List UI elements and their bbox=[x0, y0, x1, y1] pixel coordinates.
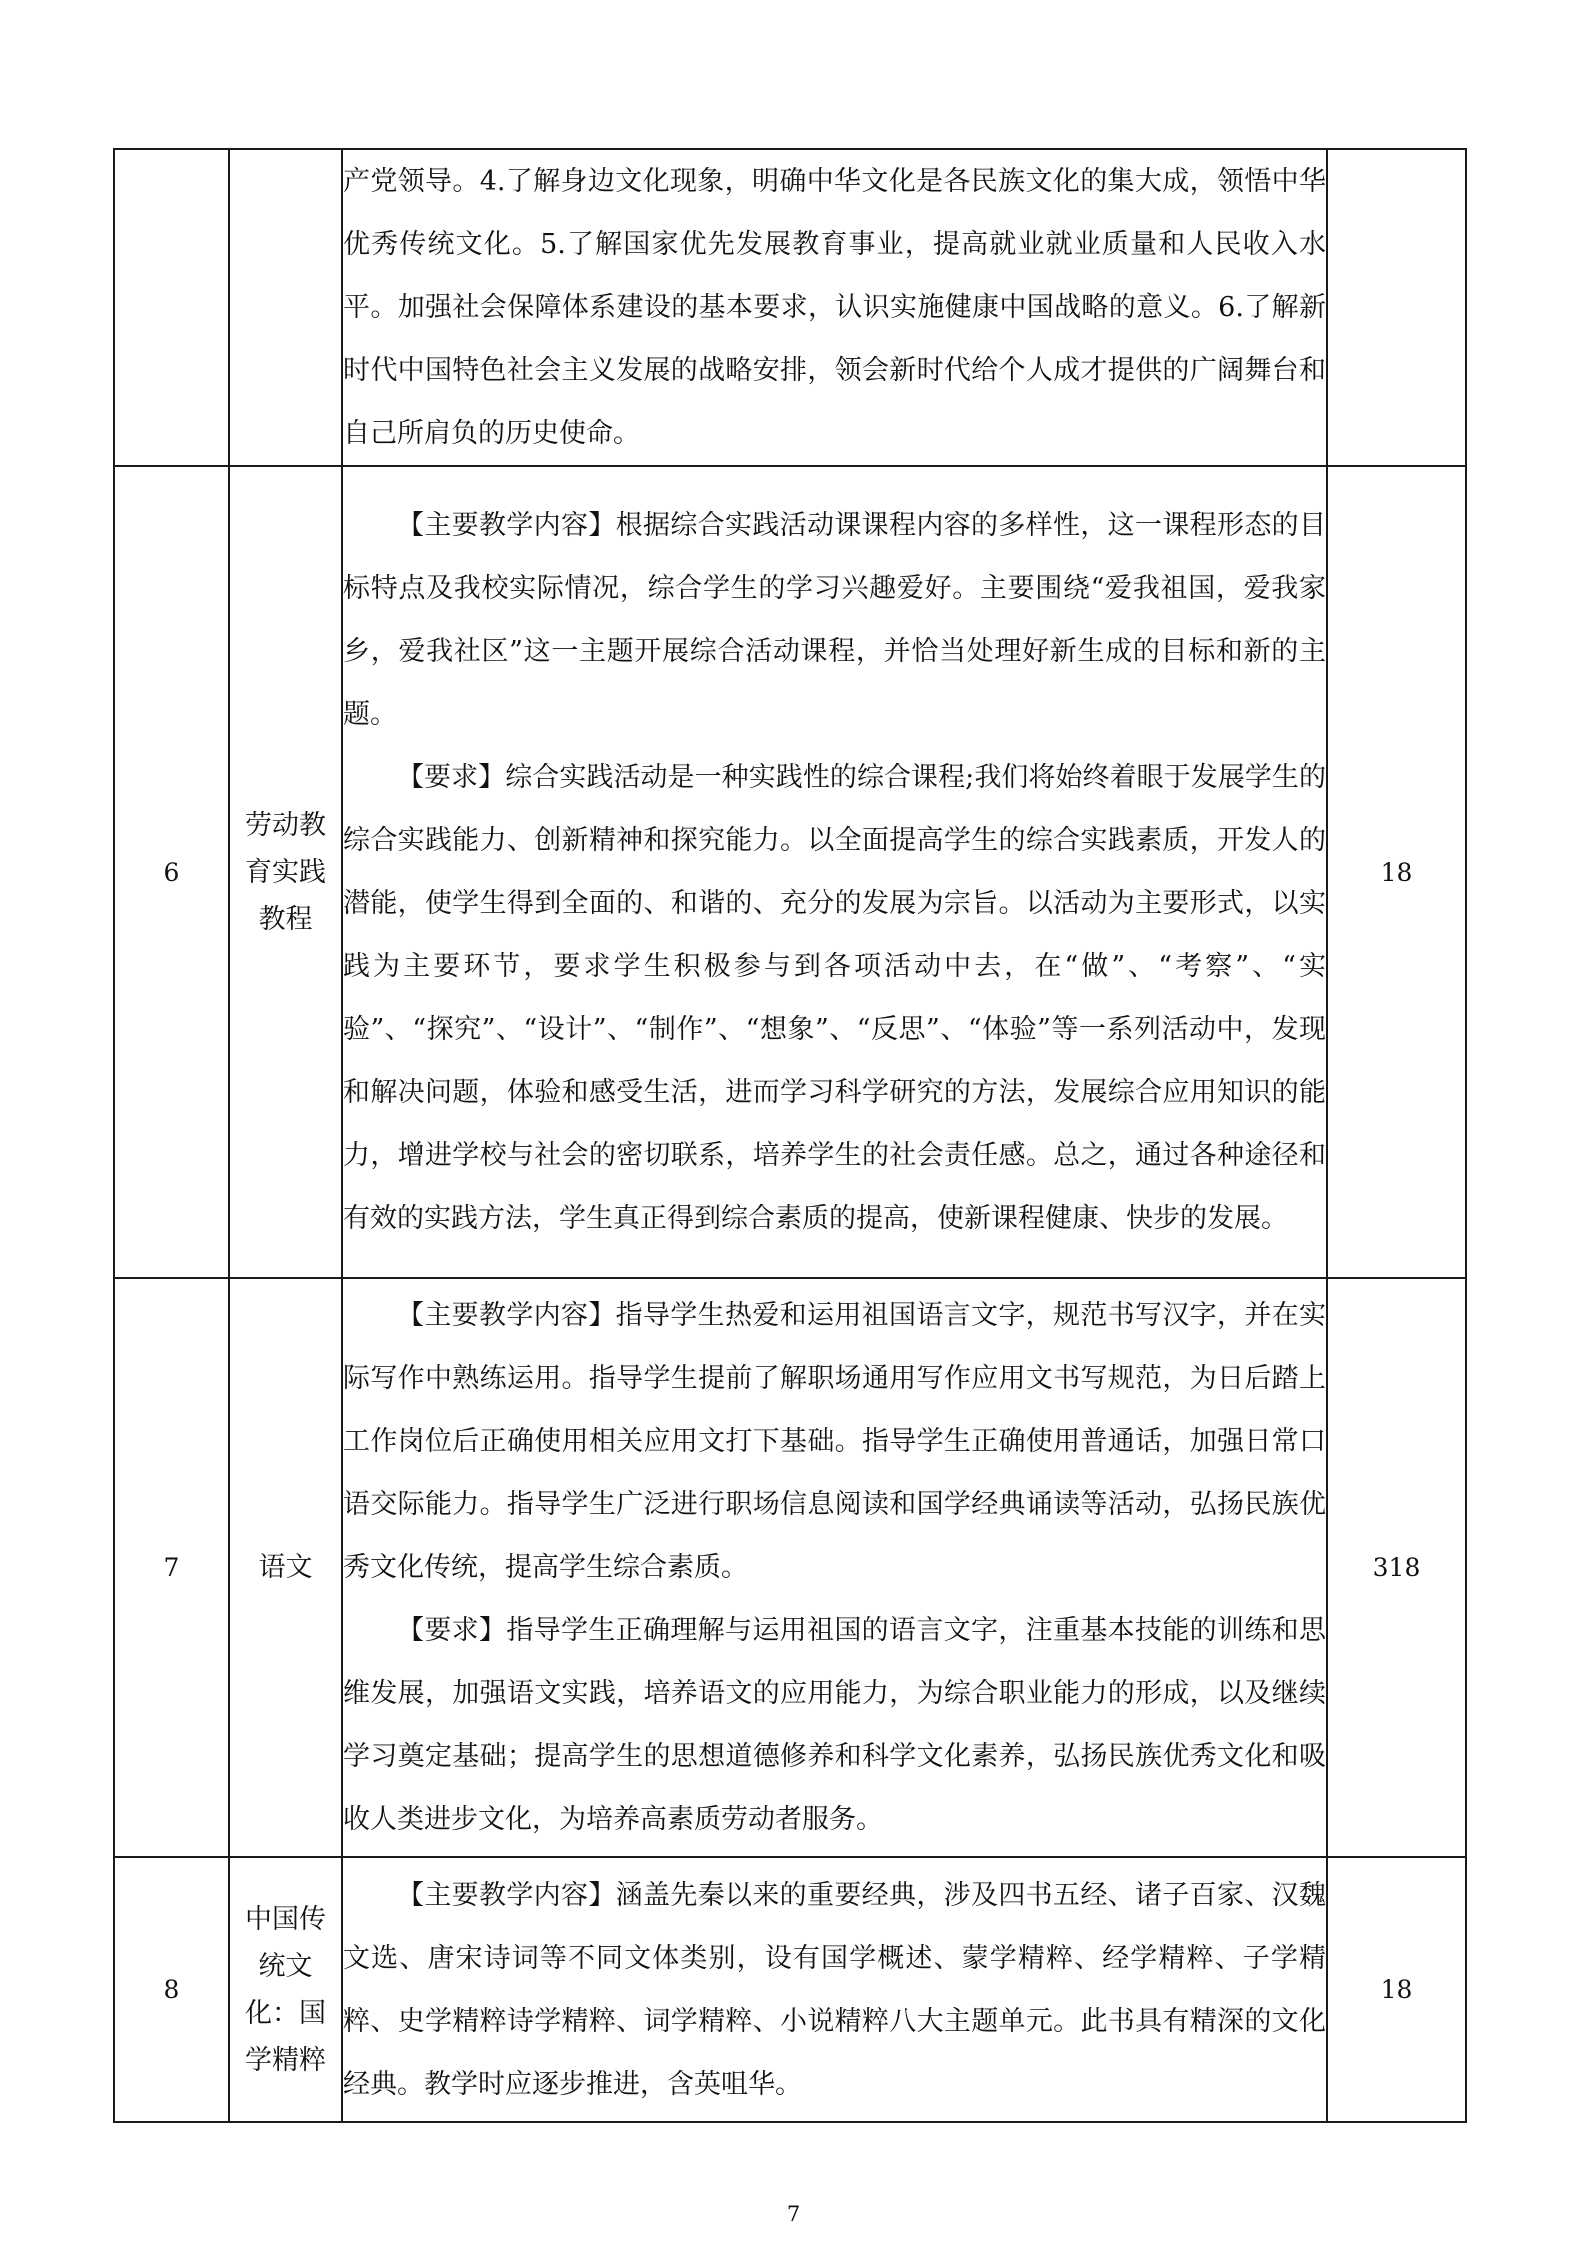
course-description-cell bbox=[342, 1278, 1327, 1857]
table-row bbox=[114, 1278, 1466, 1857]
table-row bbox=[114, 1857, 1466, 2122]
course-description-cell bbox=[342, 466, 1327, 1278]
requirements-paragraph: 【要求】综合实践活动是一种实践性的综合课程;我们将始终着眼于发展学生的综合实践能力、创新精神和探究能力。以全面提高学生的综合实践素质，开发人的潜能，使学生得到全面的、和谐的、充分的发展为宗旨。以活动为主要形式，以实践为主要环节，要求学生积极参与到各项活动中去，在“做”、“考察”、“实验”、“探究”、“设计”、“制作”、“想象”、“反思”、“体验”等一系列活动中，发现和解决问题，体验和感受生活，进而学习科学研究的方法，发展综合应用知识的能力，增进学校与社会的密切联系，培养学生的社会责任感。总之，通过各种途径和有效的实践方法，学生真正得到综合素质的提高，使新课程健康、快步的发展。 bbox=[343, 762, 1326, 1234]
description-paragraph: 产党领导。4.了解身边文化现象，明确中华文化是各民族文化的集大成，领悟中华优秀传统文化。5.了解国家优先发展教育事业，提高就业就业质量和人民收入水平。加强社会保障体系建设的基本要求，认识实施健康中国战略的意义。6.了解新时代中国特色社会主义发展的战略安排，领会新时代给个人成才提供的广阔舞台和自己所肩负的历史使命。 bbox=[343, 166, 1326, 449]
table-row bbox=[114, 149, 1466, 466]
row-number-cell: 8 bbox=[114, 1857, 229, 2122]
table-row bbox=[114, 466, 1466, 1278]
course-name-cell bbox=[229, 466, 342, 1278]
class-hours-cell: 318 bbox=[1327, 1278, 1466, 1857]
course-name-cell bbox=[229, 149, 342, 466]
main-content-paragraph: 【主要教学内容】涵盖先秦以来的重要经典，涉及四书五经、诸子百家、汉魏文选、唐宋诗词等不同文体类别，设有国学概述、蒙学精粹、经学精粹、子学精粹、史学精粹诗学精粹、词学精粹、小说精粹八大主题单元。此书具有精深的文化经典。教学时应逐步推进，含英咀华。 bbox=[343, 1879, 1326, 2100]
requirements-paragraph: 【要求】指导学生正确理解与运用祖国的语言文字，注重基本技能的训练和思维发展，加强语文实践，培养语文的应用能力，为综合职业能力的形成，以及继续学习奠定基础；提高学生的思想道德修养和科学文化素养，弘扬民族优秀文化和吸收人类进步文化，为培养高素质劳动者服务。 bbox=[343, 1615, 1326, 1835]
course-name: 中国传统文化：国学精粹 bbox=[245, 1903, 326, 2076]
main-content-paragraph: 【主要教学内容】指导学生热爱和运用祖国语言文字，规范书写汉字，并在实际写作中熟练运用。指导学生提前了解职场通用写作应用文书写规范，为日后踏上工作岗位后正确使用相关应用文打下基础。指导学生正确使用普通话，加强日常口语交际能力。指导学生广泛进行职场信息阅读和国学经典诵读等活动，弘扬民族优秀文化传统，提高学生综合素质。 bbox=[343, 1300, 1326, 1583]
page-number: 7 bbox=[786, 2202, 801, 2226]
course-description-cell bbox=[342, 149, 1327, 466]
course-table bbox=[113, 148, 1467, 2123]
class-hours-cell: 18 bbox=[1327, 466, 1466, 1278]
main-content-paragraph: 【主要教学内容】根据综合实践活动课课程内容的多样性，这一课程形态的目标特点及我校实际情况，综合学生的学习兴趣爱好。主要围绕“爱我祖国，爱我家乡，爱我社区”这一主题开展综合活动课程，并恰当处理好新生成的目标和新的主题。 bbox=[343, 510, 1326, 730]
course-name: 劳动教育实践教程 bbox=[245, 809, 326, 935]
class-hours-cell bbox=[1327, 149, 1466, 466]
course-name-cell bbox=[229, 1857, 342, 2122]
course-name: 语文 bbox=[258, 1552, 313, 1583]
row-number-cell bbox=[114, 149, 229, 466]
row-number-cell: 6 bbox=[114, 466, 229, 1278]
course-name-cell bbox=[229, 1278, 342, 1857]
class-hours-cell: 18 bbox=[1327, 1857, 1466, 2122]
course-description-cell bbox=[342, 1857, 1327, 2122]
row-number-cell: 7 bbox=[114, 1278, 229, 1857]
